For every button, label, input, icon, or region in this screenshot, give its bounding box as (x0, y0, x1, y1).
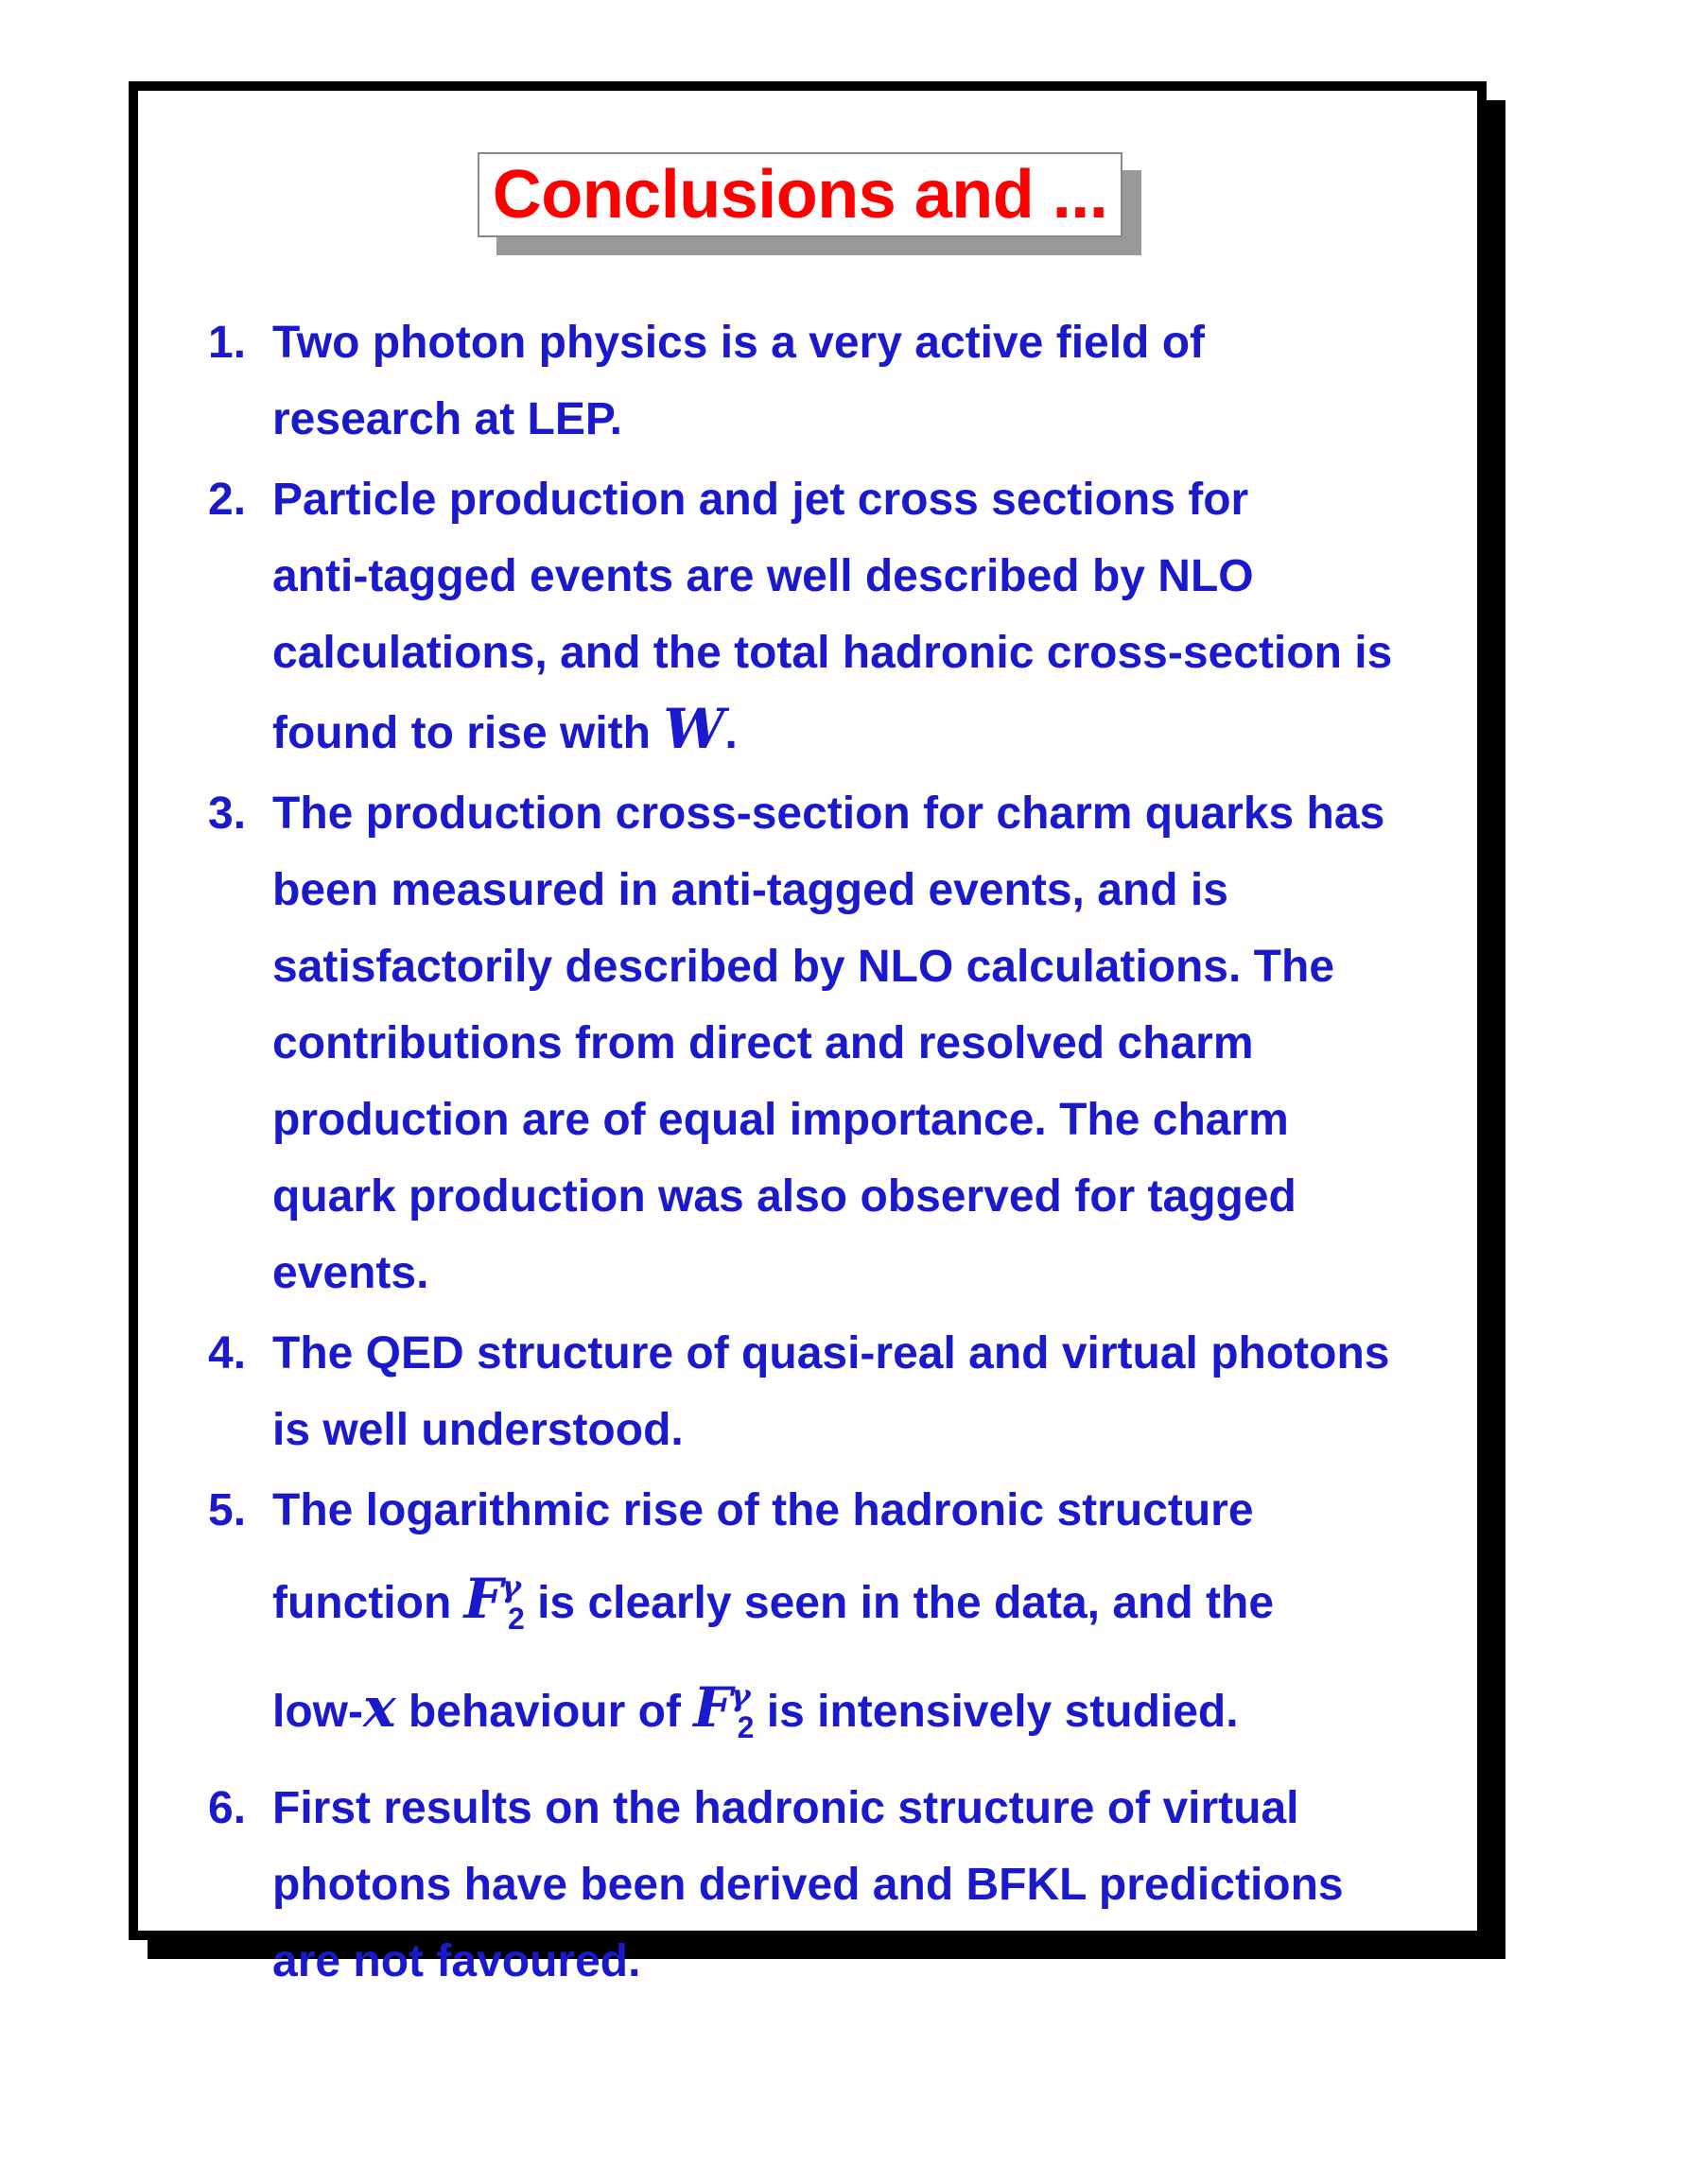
item-line: calculations, and the total hadronic cross-section is (272, 628, 1393, 678)
math-f2-gamma (693, 1675, 755, 1744)
item-text: is intensively studied. (766, 1687, 1239, 1737)
item-line: photons have been derived and BFKL predictions (272, 1860, 1344, 1910)
item-line: The QED structure of quasi-real and virtual photons (272, 1328, 1390, 1378)
item-number: 4. (208, 1328, 247, 1378)
math-f: F (463, 1567, 503, 1631)
list-item-1 (208, 304, 1475, 458)
list-item-5 (208, 1472, 1475, 1766)
item-text: found to rise with (272, 708, 651, 758)
item-line: anti-tagged events are well described by NLO (272, 551, 1254, 601)
item-line: contributions from direct and resolved charm (272, 1018, 1254, 1068)
item-line: Two photon physics is a very active field of (272, 318, 1206, 368)
item-line: The logarithmic rise of the hadronic structure (272, 1485, 1254, 1535)
math-w: W (663, 697, 725, 761)
item-line: production are of equal importance. The charm (272, 1095, 1289, 1145)
math-gamma-superscript: γ (500, 1569, 521, 1604)
list-item-6 (208, 1770, 1475, 2000)
item-text: low- (272, 1687, 363, 1737)
item-text: . (724, 708, 738, 758)
item-line: satisfactorily described by NLO calculations. The (272, 942, 1335, 992)
item-number: 3. (208, 789, 247, 839)
list-item-4 (208, 1315, 1475, 1468)
item-line: First results on the hadronic structure of virtual (272, 1783, 1299, 1833)
item-line: quark production was also observed for tagged (272, 1171, 1296, 1222)
item-line: Particle production and jet cross sections for (272, 475, 1249, 525)
item-line: been measured in anti-tagged events, and is (272, 865, 1228, 915)
item-line-with-math (272, 691, 1475, 771)
item-text: behaviour of (408, 1687, 681, 1737)
math-x: x (362, 1675, 396, 1740)
list-item-2 (208, 461, 1475, 771)
item-line: is well understood. (272, 1405, 684, 1455)
math-f: F (693, 1675, 733, 1740)
item-line: events. (272, 1248, 429, 1298)
math-f2-gamma (463, 1567, 525, 1636)
conclusions-list (208, 304, 1475, 2003)
slide-title: Conclusions and ... (492, 157, 1108, 233)
item-line-with-math (272, 1549, 1475, 1657)
item-line: The production cross-section for charm quarks has (272, 789, 1385, 839)
item-number: 6. (208, 1783, 247, 1833)
item-line: are not favoured. (272, 1936, 641, 1986)
item-line: research at LEP. (272, 394, 623, 444)
item-number: 1. (208, 318, 247, 368)
title-box (478, 152, 1122, 237)
list-item-3 (208, 775, 1475, 1311)
item-number: 2. (208, 475, 247, 525)
math-2-subscript: 2 (507, 1602, 525, 1636)
item-number: 5. (208, 1485, 247, 1535)
item-line-with-math (272, 1657, 1475, 1766)
item-text: function (272, 1578, 452, 1628)
item-text: is clearly seen in the data, and the (537, 1578, 1275, 1628)
math-2-subscript: 2 (737, 1710, 755, 1744)
math-gamma-superscript: γ (730, 1677, 751, 1713)
